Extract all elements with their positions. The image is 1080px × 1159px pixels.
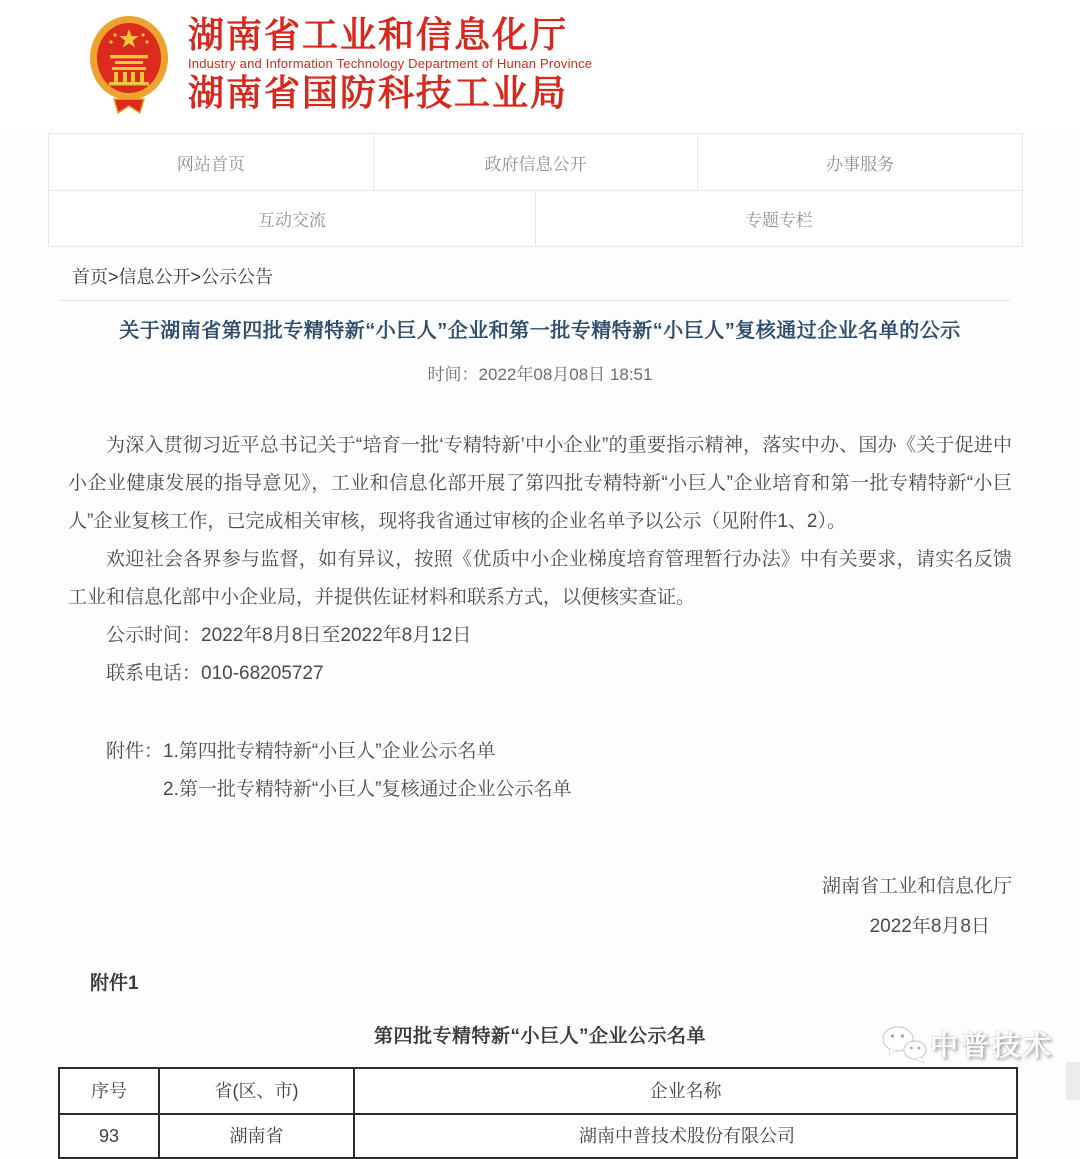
table-row (59, 1114, 1017, 1158)
nav-row-2 (49, 190, 1022, 246)
publish-time: 时间：2022年08月08日 18:51 (427, 365, 653, 384)
attachment-2-link[interactable]: 2.第一批专精特新“小巨人”复核通过企业公示名单 (163, 779, 572, 800)
cell-province: 湖南省 (159, 1114, 354, 1158)
attachments-list (68, 733, 1012, 809)
org-name-cn-2: 湖南省国防科技工业局 (188, 72, 569, 113)
header-cell-company: 企业名称 (354, 1068, 1017, 1114)
paragraph-2: 欢迎社会各界参与监督，如有异议，按照《优质中小企业梯度培育管理暂行办法》中有关要求，请实名反馈工业和信息化部中小企业局，并提供佐证材料和联系方式，以便核实查证。 (68, 549, 1012, 608)
nav-item-special-topics[interactable]: 专题专栏 (535, 191, 1022, 246)
main-nav (48, 133, 1023, 247)
breadcrumb[interactable]: 首页>信息公开>公示公告 (72, 267, 274, 287)
header-cell-index: 序号 (59, 1068, 159, 1114)
paragraph-1: 为深入贯彻习近平总书记关于“培育一批‘专精特新’中小企业”的重要指示精神，落实中办、国办《关于促进中小企业健康发展的指导意见》，工业和信息化部开展了第四批专精特新“小巨人”企业培育和第一批专精特新“小巨人”企业复核工作，已完成相关审核，现将我省通过审核的企业名单予以公示（见附件1、2）。 (68, 435, 1012, 532)
scrollbar[interactable] (1066, 1062, 1080, 1100)
attachment-item-2[interactable] (68, 771, 1012, 809)
page-title: 关于湖南省第四批专精特新“小巨人”企业和第一批专精特新“小巨人”复核通过企业名单的公示 (119, 320, 961, 342)
table-header-row (59, 1068, 1017, 1114)
contact-phone: 联系电话：010-68205727 (106, 663, 324, 684)
cell-company: 湖南中普技术股份有限公司 (354, 1114, 1017, 1158)
appendix-table-title: 第四批专精特新“小巨人”企业公示名单 (373, 1026, 706, 1047)
header-cell-province: 省(区、市) (159, 1068, 354, 1114)
nav-item-gov-info[interactable]: 政府信息公开 (373, 134, 698, 190)
org-name-en: Industry and Information Technology Department of Hunan Province (188, 56, 593, 71)
attachment-item-1[interactable] (68, 733, 1012, 771)
nav-item-home[interactable]: 网站首页 (49, 134, 373, 190)
publicity-period: 公示时间：2022年8月8日至2022年8月12日 (106, 625, 472, 646)
cell-index: 93 (59, 1114, 159, 1158)
attachments-label: 附件： (106, 741, 164, 762)
signature-block (68, 867, 1012, 947)
site-header (0, 0, 1080, 128)
breadcrumb-divider (60, 300, 1010, 301)
signature-org: 湖南省工业和信息化厅 (821, 876, 1012, 897)
nav-item-interaction[interactable]: 互动交流 (49, 191, 535, 246)
signature-date: 2022年8月8日 (869, 916, 990, 937)
watermark-text: 中普技术 (930, 1030, 1055, 1061)
org-name-cn-1: 湖南省工业和信息化厅 (188, 14, 569, 55)
nav-item-services[interactable]: 办事服务 (697, 134, 1022, 190)
nav-row-1 (49, 134, 1022, 190)
national-emblem-logo (88, 11, 170, 117)
appendix-label: 附件1 (90, 973, 139, 994)
article-body (68, 427, 1012, 1159)
header-org-titles (188, 15, 592, 113)
attachment-1-link[interactable]: 1.第四批专精特新“小巨人”企业公示名单 (163, 741, 496, 762)
company-roster-table (58, 1067, 1018, 1159)
